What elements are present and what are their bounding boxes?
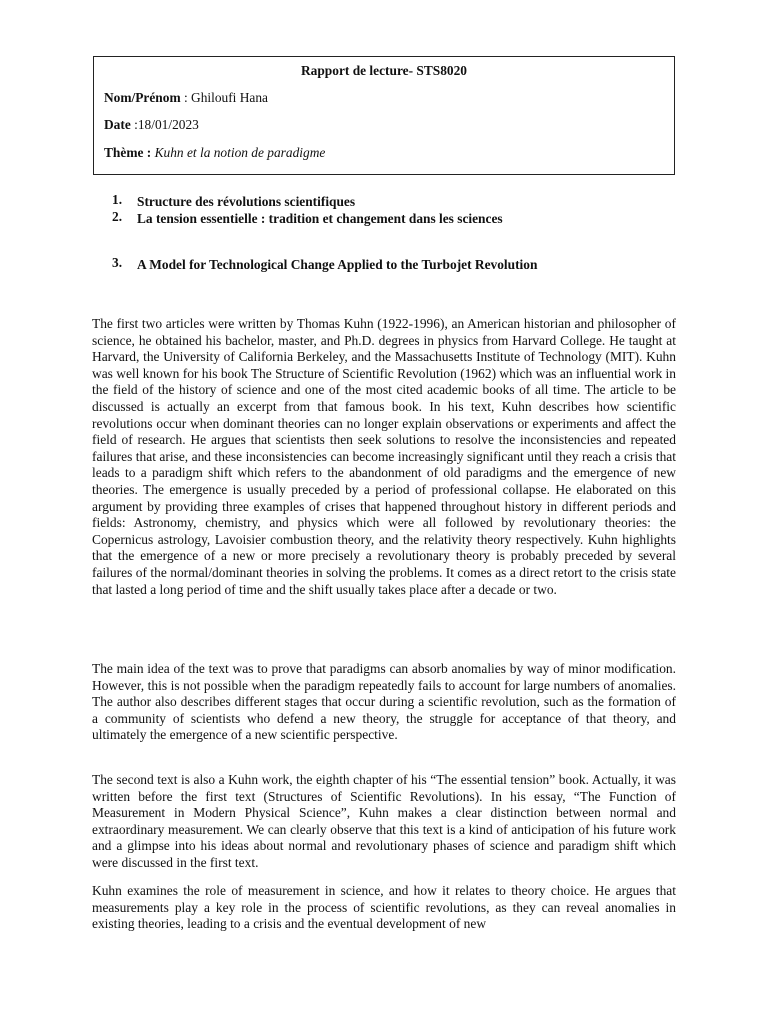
report-header-box (93, 56, 675, 175)
theme-row (104, 145, 325, 161)
theme-label: Thème : (104, 145, 152, 160)
date-label: Date (104, 117, 131, 132)
body-paragraph: The first two articles were written by Thomas Kuhn (1922-1996), an American historian and philosopher of science, he obtained his bachelor, master, and Ph.D. degrees in physics from Harvard College. He taught at Harvard, the University of California Berkeley, and the Massachusetts Institute of Technology (MIT). Kuhn was well known for his book The Structure of Scientific Revolution (1962) which was an influential work in the field of the history of science and one of the most cited academic books of all time. The article to be discussed is actually an excerpt from that famous book. In his text, Kuhn describes how scientific revolutions occur when dominant theories can no longer explain observations or experiments and affect the field of research. He argues that scientists then seek solutions to resolve the inconsistencies and repeated failures that arise, and these inconsistencies can become increasingly significant until they reach a crisis that leads to a paradigm shift which refers to the abandonment of old paradigms and the emergence of new theories. The emergence is usually preceded by a period of professional collapse. He elaborated on this argument by providing three examples of crises that happened throughout history in different periods and fields: Astronomy, chemistry, and physics which were all followed by revolutionary theories: the Copernicus astrology, Lavoisier combustion theory, and the relativity theory respectively. Kuhn highlights that the emergence of a new or more precisely a revolutionary theory is probably preceded by several failures of the normal/dominant theories in solving the problems. It comes as a direct retort to the crisis state that lasted a long period of time and the shift usually takes place after a decade or two. (92, 316, 676, 597)
theme-value: Kuhn et la notion de paradigme (154, 145, 326, 160)
name-label: Nom/Prénom (104, 90, 181, 105)
article-title: A Model for Technological Change Applied to the Turbojet Revolution (137, 257, 538, 272)
name-value: : Ghiloufi Hana (180, 90, 269, 105)
article-number: 2. (112, 209, 123, 224)
body-paragraph: Kuhn examines the role of measurement in science, and how it relates to theory choice. He argues that measurements play a key role in the process of scientific revolutions, as they can reveal anomalies in existing theories, leading to a crisis and the eventual development of new (92, 883, 676, 932)
article-number: 1. (112, 192, 123, 207)
body-paragraph: The second text is also a Kuhn work, the eighth chapter of his “The essential tension” book. Actually, it was written before the first text (Structures of Scientific Revolutions). In his essay, “The Function of Measurement in Modern Physical Science”, Kuhn makes a clear distinction between normal and extraordinary measurement. We can clearly observe that this text is a kind of anticipation of his future work and a glimpse into his ideas about normal and revolutionary phases of science and paradigm shift which were discussed in the first text. (92, 772, 676, 870)
date-row (104, 117, 199, 133)
date-value: :18/01/2023 (130, 117, 199, 132)
name-row (104, 90, 268, 106)
article-title: La tension essentielle : tradition et changement dans les sciences (137, 211, 503, 226)
body-paragraph: The main idea of the text was to prove that paradigms can absorb anomalies by way of minor modification. However, this is not possible when the paradigm repeatedly fails to account for large numbers of anomalies. The author also describes different stages that occur during a scientific revolution, such as the formation of a community of scientists who defend a new theory, the struggle for acceptance of that theory, and ultimately the emergence of a new scientific perspective. (92, 661, 676, 743)
article-number: 3. (112, 255, 123, 270)
article-title: Structure des révolutions scientifiques (137, 194, 356, 209)
report-title: Rapport de lecture- STS8020 (300, 63, 468, 78)
